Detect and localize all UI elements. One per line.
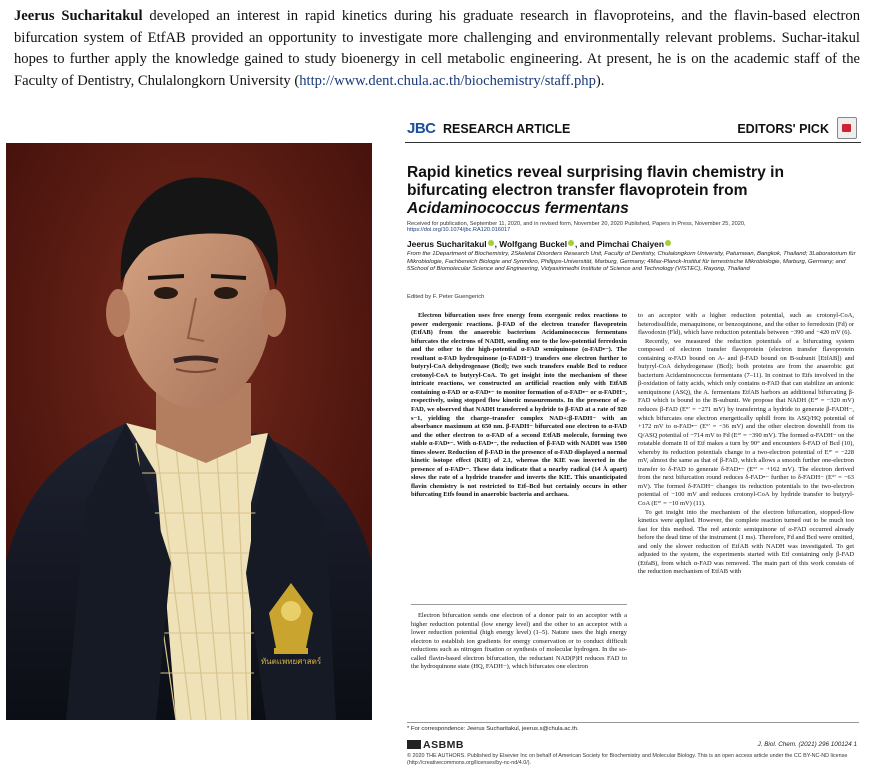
right-paragraph-3: To get insight into the mechanism of the electron bifurcation, stopped-flow kinetics were applied. However, the complete reaction turned out to be much too fast for this method. The red anionic semiquinone of α-FAD occurred already before the dead time of the instrument (1 ms). Therefore, Fd and Bcd were omitted, and only the slower reduction of EtfAB with NADH was investigated. To get adjusted to the system, the experiments started with Etf containing only β-FAD (EtfaB), from which α-FAD was removed. The main part of this work consists of the reduction mechanism of EtfAB with bbox=[638, 508, 854, 576]
orcid-icon[interactable] bbox=[568, 240, 574, 246]
author-3: and Pimchai Chaiyen bbox=[579, 239, 664, 249]
right-paragraph-2: Recently, we measured the reduction potentials of a bifurcating system composed of electron transfer flavoprotein (electron transfer flavoprotein containing α-FAD bound on A- and β-FAD bound on B-subunit [EtfAB]) and butyryl-CoA dehydrogenase (Bcd); both proteins are from the anaerobic gut bacterium Acidaminococcus fermentans (7–11). In contrast to Etfs involved in the β-oxidation of fatty acids, which only contains α-FAD that can stabilize an anionic semiquinone (ASQ), the A. fermentans EtfAB harbors an additional bifurcating β-FAD which is bound to the B-subunit. We propose that NADH (E°′ = −320 mV) reduces β-FAD (E°′ = −271 mV) by transferring a hydride to generate β-FADH−, which bifurcates one electron energetically uphill from its ASQ/HQ potential of +172 mV to α-FAD•− (E°′ = −36 mV) and the other electron downhill from its Q/ASQ potential of −714 mV to Fd (E°′ = −390 mV). The formed α-FADH− on the rotatable domain II of Etf makes a turn by 90° and encounters δ-FAD of Bcd (10), whereby its reduction potentials change to a two-electron potential of E°′ = −228 mV, almost the same as that of β-FAD, which allows a smooth further one-electron transfer to δ-FAD to generate δ-FAD•− (E°′ = +162 mV). The electron derived from the next bifurcation round reduces δ-FAD•− further to δ-FADH− (E°′ = −63 mV). The formed δ-FADH− changes its reduction potentials to the two-electron potential of −100 mV and reduces crotonyl-CoA by hydride transfer to butyryl-CoA (E°′ = −10 mV) (11). bbox=[638, 337, 854, 508]
abstract-text: Electron bifurcation uses free energy from exergonic redox reactions to power endergonic reactions. β-FAD of the electron transfer flavoprotein (EtfAB) from the anaerobic bacterium Acidaminococcus fermentans bifurcates the electrons of NADH, sending one to the low-potential ferredoxin and the other to the high-potential α-FAD semiquinone (α-FAD•−). The resultant α-FAD hydroquinone (α-FADH−) transfers one electron further to butyryl-CoA dehydrogenase (Bcd); two such transfers enable Bcd to reduce crotonyl-CoA to butyryl-CoA. To get insight into the mechanism of these intricate reactions, we constructed an artificial reaction only with EtfAB containing α-FAD or α-FAD•− to monitor formation of α-FAD•− or α-FADH−, respectively, using stopped flow kinetic measurements. In the presence of α-FAD, we observed that NADH transferred a hydride to β-FAD at a rate of 920 s−1, yielding the charge–transfer complex NAD+:β-FADH− with an absorbance maximum at 650 nm. β-FADH− bifurcated one electron to α-FAD and the other electron to α-FAD of a second EtfAB molecule, forming two stable α-FAD•−. With α-FAD•−, the reduction of β-FAD with NADH was 1500 times slower. Reduction of β-FAD in the presence of α-FAD displayed a normal kinetic isotope effect (KIE) of 2.1, whereas the KIE was inverted in the presence of α-FAD•−. These data indicate that a nearby radical (14 Å apart) slows the rate of a hydride transfer and inverts the KIE. This unanticipated flavin chemistry is not restricted to Etf–Bcd but certainly occurs in other bifurcating Etfs found in anaerobic bacteria and archaea. bbox=[411, 312, 627, 499]
title-main: Rapid kinetics reveal surprising flavin chemistry in bifurcating electron transfer flavoprotein from bbox=[407, 164, 784, 199]
article-title bbox=[407, 164, 859, 218]
orcid-icon[interactable] bbox=[665, 240, 671, 246]
bio-text: developed an interest in rapid kinetics during his graduate research in flavoproteins, and the flavin-based electron bifurcation system of EtfAB provided an opportunity to investigate more challenging and environmentally relevant problems. Suchar-itakul hopes to further apply the knowledge gained to study bioenergy in cell metabolic engineering. At present, he is on the academic staff of the Faculty of Dentistry, Chulalongkorn University ( bbox=[14, 8, 860, 89]
author-1: Jeerus Sucharitakul bbox=[407, 239, 487, 249]
bio-paragraph bbox=[14, 6, 860, 92]
author-2: Wolfgang Buckel bbox=[499, 239, 568, 249]
footer-divider bbox=[407, 722, 859, 723]
journal-reference: J. Biol. Chem. (2021) 296 100124 1 bbox=[757, 741, 857, 748]
publisher-name: ASBMB bbox=[423, 739, 464, 751]
right-column bbox=[638, 312, 854, 577]
intro-left-column bbox=[411, 612, 627, 672]
bio-name: Jeerus Sucharitakul bbox=[14, 8, 143, 24]
paper-first-page bbox=[405, 116, 861, 783]
author-list: Jeerus Sucharitakul , Wolfgang Buckel , and Pimchai Chaiyen bbox=[407, 239, 859, 249]
asbmb-icon bbox=[407, 740, 421, 749]
intro-paragraph: Electron bifurcation sends one electron of a donor pair to an acceptor with a higher reduction potential (low energy level) and the other to an acceptor with a lower reduction potential (high energy level) (1–5). Nature uses the high energy electron to establish ion gradients for energy conservation or to conduct difficult reductions such as nitrogen fixation or synthesis of molecular hydrogen. In the so-called flavin-based electron bifurcation, the reductant NAD(P)H reduces FAD to the hydroquinone state (HQ, FADH−), which bifurcates one electron bbox=[411, 612, 627, 671]
emblem-text: ทันตแพทยศาสตร์ bbox=[260, 657, 322, 666]
edited-by: Edited by F. Peter Guengerich bbox=[407, 294, 485, 300]
correspondence-note: * For correspondence: Jeerus Sucharitakul, jeerus.s@chula.ac.th. bbox=[407, 726, 579, 732]
copyright-notice: © 2020 THE AUTHORS. Published by Elsevier Inc on behalf of American Society for Biochemistry and Molecular Biology. This is an open access article under the CC BY-NC-ND license (http://creativecommons.org/licenses/by-nc-nd/4.0/). bbox=[407, 753, 848, 767]
received-dates: Received for publication, September 11, 2020, and in revised form, November 20, 2020 Published, Papers in Press, November 25, 2020, bbox=[407, 221, 746, 227]
article-type: RESEARCH ARTICLE bbox=[443, 122, 571, 136]
right-paragraph-1: to an acceptor with a higher reduction potential, such as crotonyl-CoA, heterodisulfide, menaquinone, or benzoquinone, and the other to ferredoxin (Fd) or flavodoxin (Fld), which have reduction potentials between −390 and −420 mV (6). bbox=[638, 312, 854, 337]
editors-pick-label: EDITORS' PICK bbox=[737, 122, 829, 136]
bio-end: ). bbox=[595, 72, 605, 89]
title-organism: Acidaminococcus fermentans bbox=[407, 200, 629, 217]
orcid-icon[interactable] bbox=[488, 240, 494, 246]
journal-header bbox=[405, 116, 861, 143]
affiliations: From the 1Department of Biochemistry, 2Skeletal Disorders Research Unit, Faculty of Dentistry, Chulalongkorn University, Patumwan, Bangkok, Thailand; 3Laboratorium für Mikrobiologie, Fachbereich Biologie and Synmikro, Philipps-Universität, Marburg, Germany; 4Max-Planck-Institut für terrestrische Mikrobiologie, Marburg, Germany; and 5School of Biomolecular Science and Engineering, Vidyasirimedhi Institute of Science and Technology (VISTEC), Rayong, Thailand bbox=[407, 251, 856, 273]
portrait-illustration bbox=[6, 143, 372, 720]
author-portrait bbox=[6, 143, 372, 720]
editors-pick-icon bbox=[837, 117, 857, 139]
publisher-logo bbox=[407, 739, 464, 751]
bio-url-link[interactable]: http://www.dent.chula.ac.th/biochemistry/staff.php bbox=[299, 72, 596, 89]
doi-link[interactable]: https://doi.org/10.1074/jbc.RA120.016017 bbox=[407, 227, 511, 233]
abstract-divider bbox=[411, 604, 627, 605]
abstract bbox=[411, 312, 627, 500]
journal-logo: JBC bbox=[407, 120, 436, 137]
